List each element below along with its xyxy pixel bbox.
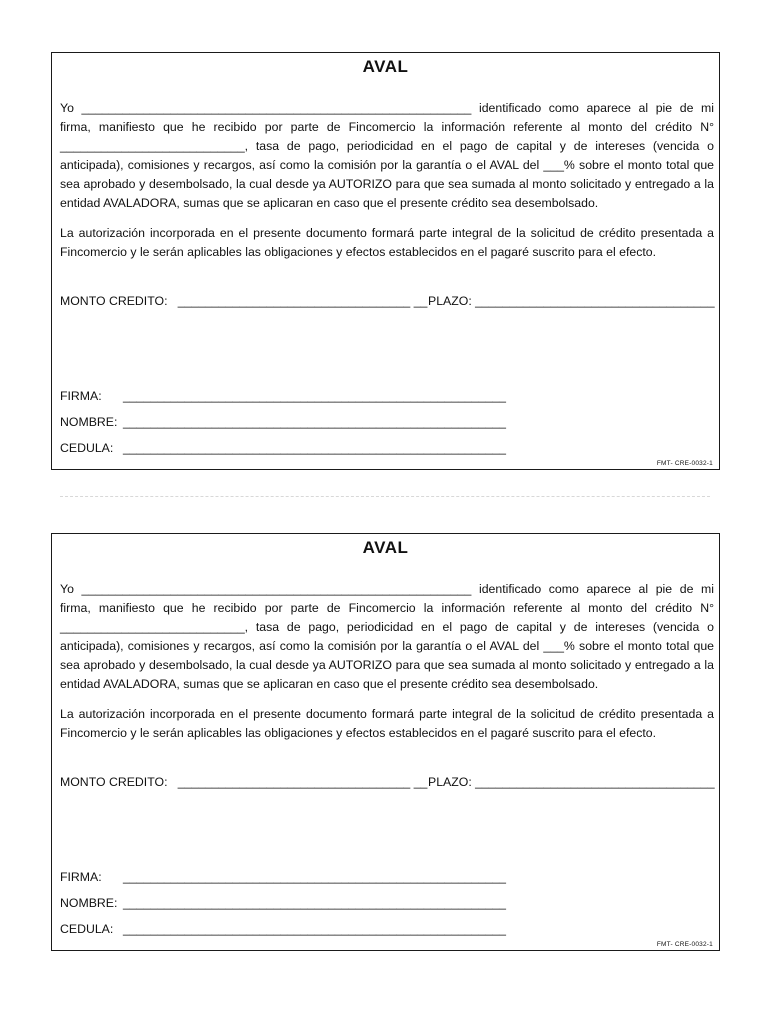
form-code: FMT- CRE-0032-1 (656, 941, 713, 948)
form-title: AVAL (362, 538, 409, 557)
form-code: FMT- CRE-0032-1 (656, 460, 713, 467)
monto-label: MONTO CREDITO: (60, 294, 168, 308)
integration-paragraph: La autorización incorporada en el presente documento formará parte integral de la solicitud de crédito presentada a Fincomercio y le serán aplicables las obligaciones y efectos establecidos en el pagaré suscrito para el efecto. (60, 226, 714, 259)
authorization-paragraph: Yo _________________________________________________________ identificado como aparece al pie de mi firma, manifiesto que he recibido por parte de Fincomercio la información referente al monto del crédito N° ___________________________, tasa de pago, periodicidad en el pago de capital y de intereses (vencida o anticipada), comisiones y recargos, así como la comisión por la garantía o el AVAL del ___% sobre el monto total que sea aprobado y desembolsado, la cual desde ya AUTORIZO para que sea sumada al monto solicitado y entregado a la entidad AVALADORA, sumas que se aplicaran en caso que el presente crédito sea desembolsado. (60, 582, 714, 691)
cut-line-divider (60, 496, 710, 497)
plazo-group (428, 773, 715, 792)
cedula-row (60, 439, 506, 458)
nombre-row (60, 413, 506, 432)
monto-label: MONTO CREDITO: (60, 775, 168, 789)
firma-row (60, 868, 506, 887)
firma-label: FIRMA: (60, 870, 102, 884)
cedula-label: CEDULA: (60, 441, 114, 455)
firma-blank[interactable]: ________________________________________________________ (123, 870, 506, 884)
cedula-label: CEDULA: (60, 922, 114, 936)
form-title: AVAL (362, 57, 409, 76)
plazo-label: PLAZO: (428, 775, 472, 789)
firma-row (60, 387, 506, 406)
firma-label: FIRMA: (60, 389, 102, 403)
plazo-blank[interactable]: ___________________________________ (475, 294, 715, 308)
authorization-paragraph: Yo _________________________________________________________ identificado como aparece al pie de mi firma, manifiesto que he recibido por parte de Fincomercio la información referente al monto del crédito N° ___________________________, tasa de pago, periodicidad en el pago de capital y de intereses (vencida o anticipada), comisiones y recargos, así como la comisión por la garantía o el AVAL del ___% sobre el monto total que sea aprobado y desembolsado, la cual desde ya AUTORIZO para que sea sumada al monto solicitado y entregado a la entidad AVALADORA, sumas que se aplicaran en caso que el presente crédito sea desembolsado. (60, 101, 714, 210)
nombre-blank[interactable]: ________________________________________________________ (123, 415, 506, 429)
plazo-group (428, 292, 715, 311)
plazo-label: PLAZO: (428, 294, 472, 308)
integration-paragraph: La autorización incorporada en el presente documento formará parte integral de la solicitud de crédito presentada a Fincomercio y le serán aplicables las obligaciones y efectos establecidos en el pagaré suscrito para el efecto. (60, 707, 714, 740)
nombre-label: NOMBRE: (60, 896, 118, 910)
monto-blank[interactable]: __________________________________ __ (177, 294, 428, 308)
nombre-blank[interactable]: ________________________________________________________ (123, 896, 506, 910)
nombre-label: NOMBRE: (60, 415, 118, 429)
aval-form-bottom (51, 533, 720, 951)
monto-blank[interactable]: __________________________________ __ (177, 775, 428, 789)
firma-blank[interactable]: ________________________________________________________ (123, 389, 506, 403)
plazo-blank[interactable]: ___________________________________ (475, 775, 715, 789)
cedula-blank[interactable]: ________________________________________________________ (123, 441, 506, 455)
monto-plazo-row (60, 773, 714, 792)
cedula-row (60, 920, 506, 939)
cedula-blank[interactable]: ________________________________________________________ (123, 922, 506, 936)
aval-form-top (51, 52, 720, 470)
monto-plazo-row (60, 292, 714, 311)
nombre-row (60, 894, 506, 913)
